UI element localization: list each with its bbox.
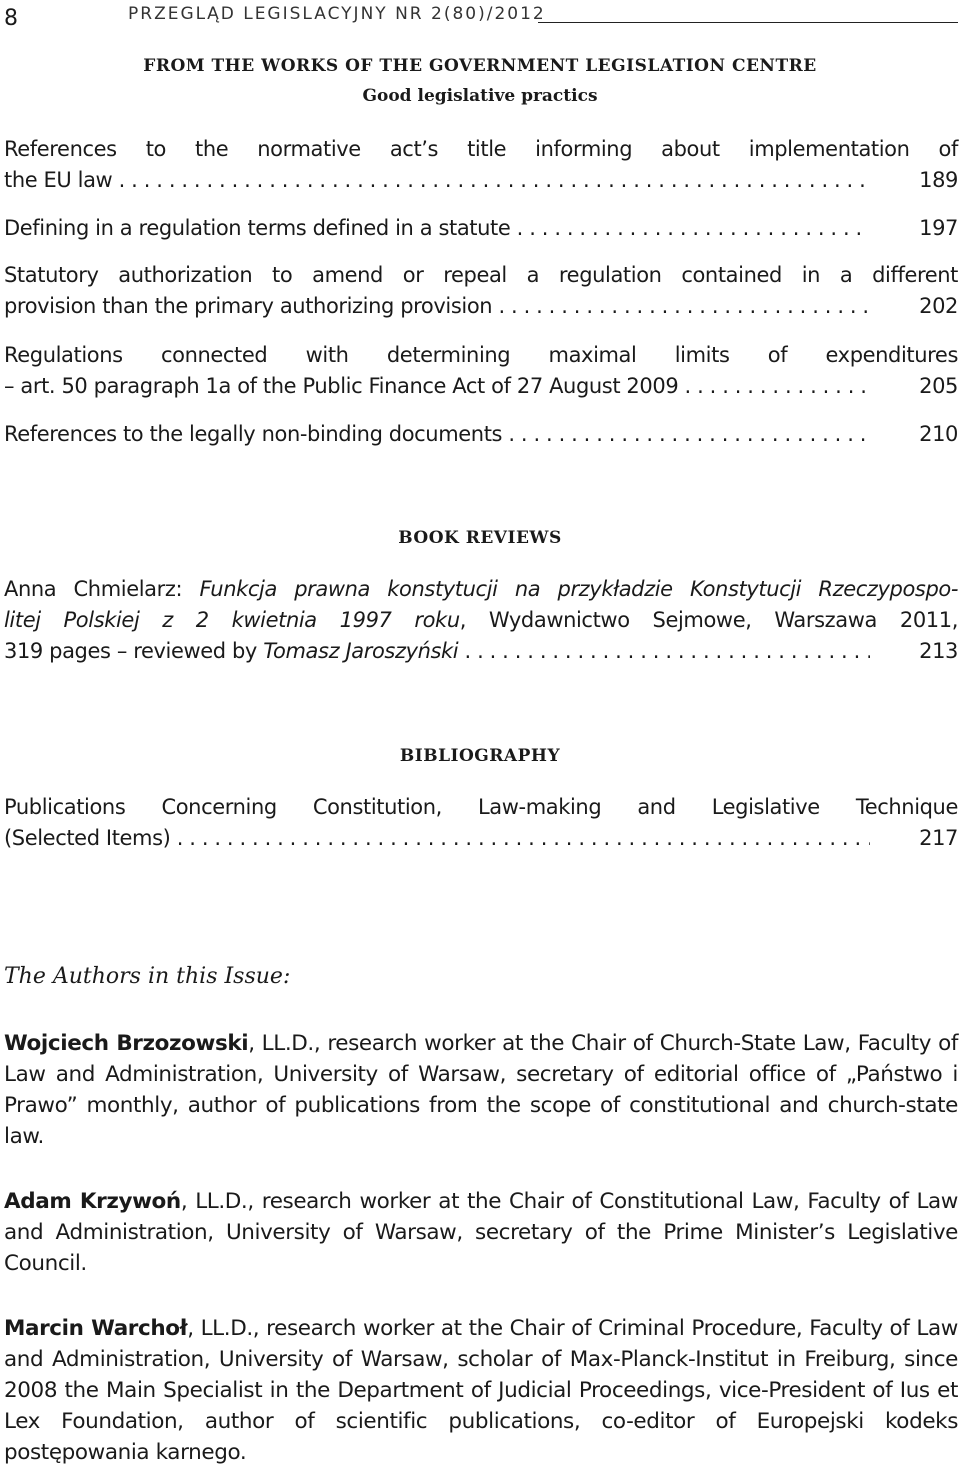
toc-page-number: 197 [919, 216, 958, 240]
review-author: Anna Chmielarz: [4, 577, 183, 601]
journal-title: PRZEGLĄD LEGISLACYJNY NR 2(80)/2012 [128, 4, 546, 24]
author-description: , research worker at the Chair of Criminal Procedure, Faculty of Law and Administration, University of Warsaw, scholar of Max-Planck-Institut in Freiburg, since 2008 the Main Specialist in the Department of Judicial Proceedings, vice-President of Ius et Lex Foundation, author of scientific publications, co-editor of Europejski kodeks postępowania karnego. [4, 1316, 958, 1465]
toc-entry-title: References to the legally non-binding documents . . . [4, 419, 870, 450]
toc-page-number: 217 [919, 826, 958, 850]
toc-entry-title: Defining in a regulation terms defined in a statute . . . [4, 213, 870, 244]
toc-page-number: 189 [919, 168, 958, 192]
author-degree: , LL.D. [180, 1189, 248, 1214]
review-book-title-cont: litej Polskiej z 2 kwietnia 1997 roku [4, 608, 460, 632]
authors-heading: The Authors in this Issue: [4, 964, 291, 989]
review-publisher: , Wydawnictwo Sejmowe, Warszawa 2011, [459, 608, 958, 632]
toc-entry-title: provision than the primary authorizing provision . . . [4, 291, 870, 322]
book-review-entry [4, 574, 958, 667]
review-book-title: Funkcja prawna konstytucji na przykładzie Konstytucji Rzeczypospo- [199, 577, 959, 601]
author-bio [4, 1313, 958, 1468]
header-rule [538, 22, 958, 23]
author-bio [4, 1028, 958, 1152]
review-line-2 [4, 605, 958, 636]
toc-entry-title: (Selected Items) . . . [4, 823, 870, 854]
author-bio [4, 1186, 958, 1279]
author-degree: , LL.D. [187, 1316, 253, 1341]
toc-entry-title: the EU law . . . [4, 165, 870, 196]
author-name: Adam Krzywoń [4, 1189, 181, 1214]
author-description: , research worker at the Chair of Constitutional Law, Faculty of Law and Administration, University of Warsaw, secretary of the Prime Minister’s Legislative Council. [4, 1189, 958, 1276]
toc-entry [4, 134, 958, 196]
review-pages: 319 pages – reviewed by [4, 639, 264, 663]
author-name: Wojciech Brzozowski [4, 1031, 249, 1056]
toc-entry [4, 792, 958, 854]
toc-entry-line: Statutory authorization to amend or repeal a regulation contained in a different [4, 263, 958, 287]
toc-page-number: 202 [919, 294, 958, 318]
section-title-book-reviews: BOOK REVIEWS [398, 528, 562, 548]
toc-page-number: 210 [919, 422, 958, 446]
toc-entry [4, 340, 958, 402]
toc-page-number: 205 [919, 374, 958, 398]
page-number: 8 [4, 6, 18, 31]
toc-entry-title: – art. 50 paragraph 1a of the Public Finance Act of 27 August 2009 . . . [4, 371, 870, 402]
review-last-line [4, 636, 870, 667]
author-description: , research worker at the Chair of Church-State Law, Faculty of Law and Administration, University of Warsaw, secretary of editorial office of „Państwo i Prawo” monthly, author of publications from the scope of constitutional and church-state law. [4, 1031, 958, 1149]
toc-page-number: 213 [919, 639, 958, 663]
author-name: Marcin Warchoł [4, 1316, 188, 1341]
section-title-government-legislation: FROM THE WORKS OF THE GOVERNMENT LEGISLATION CENTRE [143, 56, 817, 76]
toc-entry-line: References to the normative act’s title informing about implementation of [4, 137, 958, 161]
toc-entry-line: Publications Concerning Constitution, Law-making and Legislative Technique [4, 795, 958, 819]
review-line-1 [4, 574, 958, 605]
page-header [0, 0, 960, 40]
reviewer-name: Tomasz Jaroszyński [263, 639, 459, 663]
section-title-bibliography: BIBLIOGRAPHY [399, 746, 561, 766]
toc-entry [4, 419, 958, 450]
toc-entry [4, 260, 958, 322]
toc-entry-line: Regulations connected with determining maximal limits of expenditures [4, 343, 958, 367]
section-subtitle: Good legislative practics [362, 86, 598, 106]
toc-entry [4, 213, 958, 244]
author-degree: , LL.D. [248, 1031, 314, 1056]
